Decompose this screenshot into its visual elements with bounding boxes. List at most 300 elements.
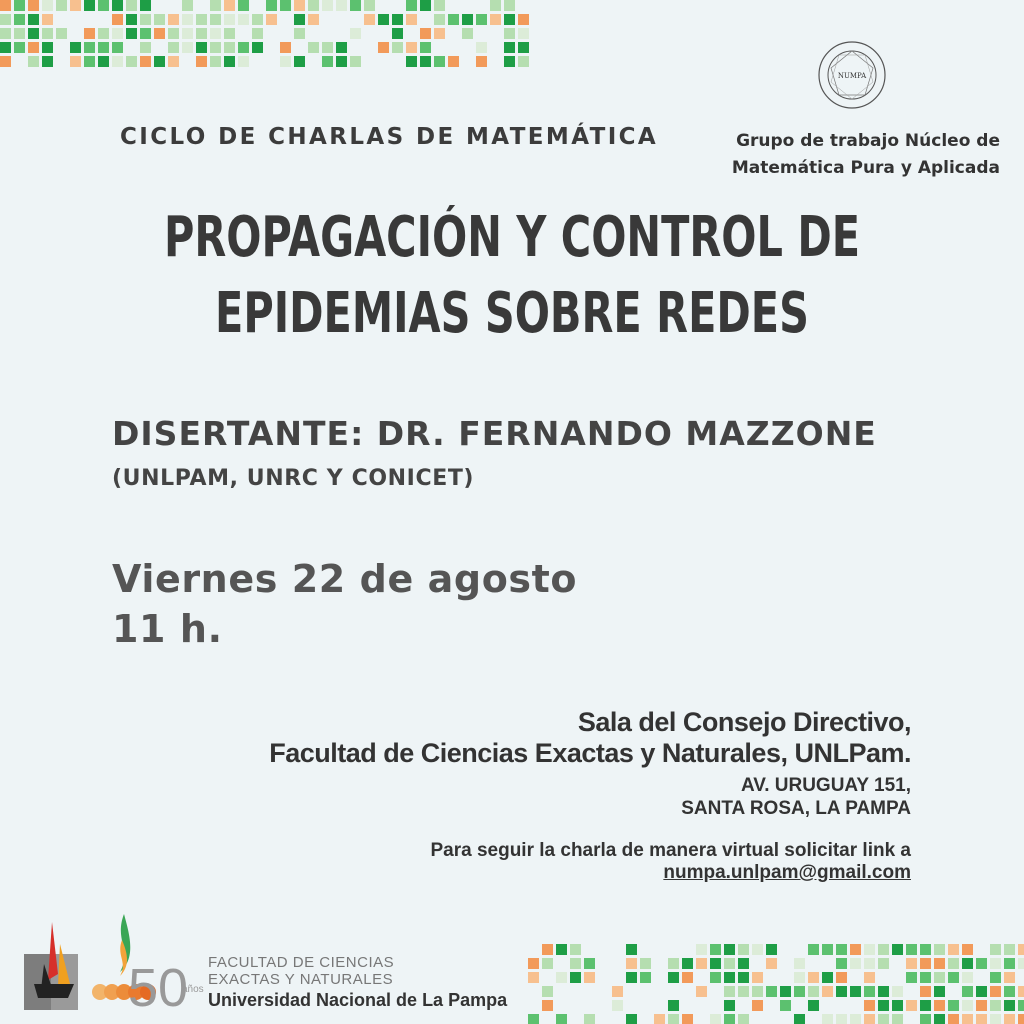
- mosaic-tile: [920, 986, 931, 997]
- mosaic-tile: [392, 42, 403, 53]
- mosaic-tile: [70, 0, 81, 11]
- mosaic-tile: [28, 42, 39, 53]
- mosaic-tile: [252, 28, 263, 39]
- mosaic-tile: [962, 958, 973, 969]
- mosaic-tile: [948, 1014, 959, 1024]
- mosaic-tile: [878, 986, 889, 997]
- mosaic-tile: [920, 944, 931, 955]
- mosaic-tile: [252, 42, 263, 53]
- virtual-instructions: Para seguir la charla de manera virtual solicitar link a: [430, 840, 911, 861]
- mosaic-tile: [294, 28, 305, 39]
- mosaic-tile: [934, 1000, 945, 1011]
- mosaic-tile: [0, 0, 11, 11]
- mosaic-tile: [864, 958, 875, 969]
- mosaic-tile: [1004, 1014, 1015, 1024]
- mosaic-tile: [808, 1000, 819, 1011]
- mosaic-tile: [154, 28, 165, 39]
- mosaic-tile: [14, 14, 25, 25]
- mosaic-tile: [518, 14, 529, 25]
- mosaic-tile: [140, 14, 151, 25]
- mosaic-tile: [490, 0, 501, 11]
- mosaic-tile: [710, 972, 721, 983]
- mosaic-tile: [280, 56, 291, 67]
- mosaic-tile: [238, 0, 249, 11]
- address-line-2: SANTA ROSA, LA PAMPA: [681, 798, 911, 819]
- mosaic-tile: [364, 14, 375, 25]
- mosaic-tile: [892, 986, 903, 997]
- mosaic-tile: [98, 42, 109, 53]
- mosaic-tile: [626, 1014, 637, 1024]
- mosaic-tile: [140, 28, 151, 39]
- mosaic-tile: [448, 14, 459, 25]
- mosaic-tile: [738, 972, 749, 983]
- mosaic-tile: [976, 1014, 987, 1024]
- mosaic-tile: [84, 28, 95, 39]
- mosaic-tile: [752, 972, 763, 983]
- mosaic-tile: [168, 42, 179, 53]
- mosaic-tile: [420, 42, 431, 53]
- mosaic-tile: [280, 42, 291, 53]
- series-title: CICLO DE CHARLAS DE MATEMÁTICA: [120, 124, 659, 150]
- mosaic-tile: [836, 972, 847, 983]
- mosaic-tile: [850, 944, 861, 955]
- mosaic-tile: [210, 42, 221, 53]
- mosaic-tile: [224, 42, 235, 53]
- mosaic-tile: [364, 0, 375, 11]
- mosaic-tile: [1018, 1000, 1024, 1011]
- mosaic-tile: [378, 42, 389, 53]
- mosaic-tile: [406, 14, 417, 25]
- mosaic-tile: [322, 42, 333, 53]
- address-line-1: AV. URUGUAY 151,: [740, 775, 911, 796]
- mosaic-tile: [294, 14, 305, 25]
- faculty-line-1: FACULTAD DE CIENCIAS: [208, 954, 395, 971]
- mosaic-tile: [668, 958, 679, 969]
- mosaic-tile: [70, 56, 81, 67]
- mosaic-tile: [238, 42, 249, 53]
- mosaic-tile: [434, 56, 445, 67]
- mosaic-tile: [696, 958, 707, 969]
- mosaic-tile: [724, 972, 735, 983]
- mosaic-tile: [962, 1000, 973, 1011]
- mosaic-tile: [112, 56, 123, 67]
- mosaic-tile: [518, 28, 529, 39]
- mosaic-tile: [654, 1014, 665, 1024]
- mosaic-tile: [836, 1014, 847, 1024]
- mosaic-tile: [406, 56, 417, 67]
- address: [681, 774, 911, 820]
- mosaic-tile: [990, 986, 1001, 997]
- mosaic-tile: [640, 958, 651, 969]
- talk-title-line-1: PROPAGACIÓN Y CONTROL DE: [163, 205, 861, 270]
- mosaic-tile: [154, 56, 165, 67]
- faculty-anniversary-logo: [90, 910, 208, 1010]
- mosaic-tile: [990, 972, 1001, 983]
- mosaic-tile: [224, 14, 235, 25]
- mosaic-tile: [476, 56, 487, 67]
- mosaic-tile: [822, 972, 833, 983]
- mosaic-tile: [920, 1014, 931, 1024]
- mosaic-tile: [556, 972, 567, 983]
- mosaic-tile: [434, 28, 445, 39]
- mosaic-tile: [210, 56, 221, 67]
- mosaic-tile: [336, 42, 347, 53]
- mosaic-tile: [112, 0, 123, 11]
- mosaic-tile: [504, 28, 515, 39]
- mosaic-tile: [626, 958, 637, 969]
- mosaic-tile: [56, 0, 67, 11]
- mosaic-tile: [392, 28, 403, 39]
- faculty-line-2: EXACTAS Y NATURALES: [208, 971, 394, 988]
- mosaic-tile: [710, 944, 721, 955]
- mosaic-tile: [1018, 986, 1024, 997]
- mosaic-tile: [350, 56, 361, 67]
- mosaic-tile: [0, 42, 11, 53]
- mosaic-tile: [738, 1014, 749, 1024]
- mosaic-tile: [28, 14, 39, 25]
- mosaic-tile: [392, 14, 403, 25]
- mosaic-tile: [182, 42, 193, 53]
- mosaic-tile: [98, 28, 109, 39]
- mosaic-tile: [878, 1000, 889, 1011]
- mosaic-tile: [56, 28, 67, 39]
- mosaic-tile: [542, 986, 553, 997]
- mosaic-tile: [476, 14, 487, 25]
- mosaic-tile: [126, 28, 137, 39]
- mosaic-tile: [962, 972, 973, 983]
- mosaic-tile: [528, 972, 539, 983]
- mosaic-tile: [962, 986, 973, 997]
- mosaic-tile: [42, 0, 53, 11]
- mosaic-tile: [836, 986, 847, 997]
- mosaic-tile: [42, 28, 53, 39]
- mosaic-tile: [892, 1014, 903, 1024]
- mosaic-tile: [920, 958, 931, 969]
- venue-line-2: Facultad de Ciencias Exactas y Naturales, UNLPam.: [269, 738, 911, 768]
- mosaic-tile: [780, 986, 791, 997]
- mosaic-tile: [864, 1000, 875, 1011]
- organizer-line-2: Matemática Pura y Aplicada: [731, 158, 1000, 178]
- mosaic-tile: [794, 986, 805, 997]
- mosaic-tile: [14, 28, 25, 39]
- mosaic-tile: [906, 944, 917, 955]
- mosaic-tile: [836, 958, 847, 969]
- mosaic-tile: [126, 0, 137, 11]
- mosaic-tile: [878, 944, 889, 955]
- mosaic-tile: [710, 958, 721, 969]
- mosaic-tile: [196, 28, 207, 39]
- mosaic-tile: [738, 944, 749, 955]
- speaker: DISERTANTE: DR. FERNANDO MAZZONE: [112, 414, 877, 453]
- mosaic-tile: [14, 42, 25, 53]
- mosaic-tile: [934, 972, 945, 983]
- mosaic-tile: [224, 0, 235, 11]
- mosaic-tile: [266, 0, 277, 11]
- organizer-line-1: Grupo de trabajo Núcleo de: [736, 131, 1000, 151]
- talk-title: [133, 200, 891, 352]
- mosaic-tile: [504, 56, 515, 67]
- mosaic-tile: [822, 1014, 833, 1024]
- mosaic-tile: [154, 14, 165, 25]
- mosaic-tile: [168, 28, 179, 39]
- mosaic-tile: [476, 42, 487, 53]
- mosaic-tile: [294, 0, 305, 11]
- mosaic-tile: [518, 56, 529, 67]
- mosaic-tile: [710, 1014, 721, 1024]
- venue: [269, 707, 911, 769]
- mosaic-tile: [934, 1014, 945, 1024]
- mosaic-tile: [112, 14, 123, 25]
- mosaic-tile: [850, 986, 861, 997]
- mosaic-tile: [462, 28, 473, 39]
- mosaic-tile: [70, 42, 81, 53]
- mosaic-tile: [822, 986, 833, 997]
- anniversary-number: 50: [128, 958, 189, 1010]
- mosaic-tile: [322, 56, 333, 67]
- mosaic-tile: [280, 0, 291, 11]
- mosaic-tile: [140, 56, 151, 67]
- mosaic-tile: [892, 1000, 903, 1011]
- mosaic-tile: [724, 958, 735, 969]
- mosaic-tile: [112, 42, 123, 53]
- mosaic-tile: [420, 28, 431, 39]
- mosaic-tile: [182, 28, 193, 39]
- mosaic-tile: [126, 14, 137, 25]
- mosaic-tile: [752, 944, 763, 955]
- mosaic-tile: [490, 14, 501, 25]
- mosaic-tile: [990, 1000, 1001, 1011]
- mosaic-tile: [542, 958, 553, 969]
- mosaic-tile: [976, 1000, 987, 1011]
- mosaic-tile: [948, 972, 959, 983]
- mosaic-tile: [542, 1000, 553, 1011]
- mosaic-tile: [696, 944, 707, 955]
- mosaic-tile: [682, 1014, 693, 1024]
- mosaic-tile: [504, 14, 515, 25]
- mosaic-tile: [126, 56, 137, 67]
- mosaic-tile: [504, 42, 515, 53]
- mosaic-tile: [738, 986, 749, 997]
- mosaic-tile: [878, 958, 889, 969]
- mosaic-tile: [724, 944, 735, 955]
- mosaic-tile: [752, 1000, 763, 1011]
- mosaic-tile: [406, 42, 417, 53]
- virtual-attendance: [430, 840, 911, 884]
- mosaic-tile: [794, 1014, 805, 1024]
- mosaic-tile: [308, 14, 319, 25]
- mosaic-tile: [542, 944, 553, 955]
- mosaic-tile: [28, 28, 39, 39]
- mosaic-tile: [1004, 1000, 1015, 1011]
- mosaic-tile: [934, 944, 945, 955]
- mosaic-tile: [864, 944, 875, 955]
- mosaic-tile: [210, 14, 221, 25]
- mosaic-tile: [766, 944, 777, 955]
- mosaic-tile: [976, 986, 987, 997]
- mosaic-tile: [948, 958, 959, 969]
- mosaic-tile: [168, 14, 179, 25]
- mosaic-tile: [196, 56, 207, 67]
- mosaic-tile: [14, 0, 25, 11]
- mosaic-tile: [168, 56, 179, 67]
- mosaic-tile: [434, 14, 445, 25]
- numpa-logo: [817, 40, 887, 110]
- mosaic-tile: [780, 1000, 791, 1011]
- mosaic-tile: [766, 958, 777, 969]
- mosaic-tile: [42, 42, 53, 53]
- mosaic-tile: [1004, 944, 1015, 955]
- mosaic-tile: [210, 28, 221, 39]
- mosaic-tile: [878, 1014, 889, 1024]
- mosaic-tile: [570, 944, 581, 955]
- mosaic-tile: [84, 56, 95, 67]
- mosaic-tile: [976, 958, 987, 969]
- mosaic-tile: [350, 0, 361, 11]
- mosaic-tile: [448, 56, 459, 67]
- mosaic-tile: [252, 14, 263, 25]
- mosaic-tile: [962, 944, 973, 955]
- contact-email-link[interactable]: numpa.unlpam@gmail.com: [663, 862, 911, 883]
- unlpam-emblem-logo: [24, 914, 80, 1010]
- mosaic-tile: [682, 958, 693, 969]
- mosaic-tile: [794, 958, 805, 969]
- mosaic-tile: [822, 944, 833, 955]
- mosaic-tile: [420, 56, 431, 67]
- mosaic-tile: [584, 1014, 595, 1024]
- mosaic-tile: [962, 1014, 973, 1024]
- mosaic-tile: [182, 14, 193, 25]
- mosaic-tile: [528, 1014, 539, 1024]
- mosaic-tile: [612, 986, 623, 997]
- mosaic-tile: [266, 14, 277, 25]
- anniversary-word: años: [182, 984, 204, 995]
- mosaic-tile: [1004, 972, 1015, 983]
- mosaic-tile: [724, 986, 735, 997]
- mosaic-tile: [738, 958, 749, 969]
- mosaic-tile: [752, 986, 763, 997]
- mosaic-tile: [336, 0, 347, 11]
- mosaic-tile: [238, 14, 249, 25]
- mosaic-tile: [668, 1000, 679, 1011]
- mosaic-tile: [98, 0, 109, 11]
- mosaic-tile: [1004, 958, 1015, 969]
- mosaic-tile: [84, 0, 95, 11]
- mosaic-tile: [406, 0, 417, 11]
- mosaic-tile: [112, 28, 123, 39]
- mosaic-tile: [990, 1014, 1001, 1024]
- mosaic-tile: [920, 972, 931, 983]
- speaker-affiliation: (UNLPAM, UNRC Y CONICET): [112, 466, 475, 491]
- mosaic-tile: [836, 944, 847, 955]
- mosaic-tile: [504, 0, 515, 11]
- mosaic-tile: [864, 986, 875, 997]
- mosaic-tile: [28, 0, 39, 11]
- numpa-logo-text: NUMPA: [837, 72, 867, 80]
- mosaic-tile: [350, 28, 361, 39]
- event-day: Viernes 22 de agosto: [112, 557, 578, 601]
- mosaic-tile: [990, 944, 1001, 955]
- mosaic-tile: [640, 972, 651, 983]
- mosaic-tile: [84, 42, 95, 53]
- talk-title-line-2: EPIDEMIAS SOBRE REDES: [215, 281, 809, 346]
- mosaic-tile: [336, 56, 347, 67]
- mosaic-tile: [892, 944, 903, 955]
- mosaic-tile: [948, 944, 959, 955]
- venue-line-1: Sala del Consejo Directivo,: [577, 707, 911, 737]
- mosaic-tile: [308, 42, 319, 53]
- mosaic-tile: [808, 986, 819, 997]
- mosaic-tile: [556, 944, 567, 955]
- mosaic-tile: [0, 14, 11, 25]
- mosaic-tile: [570, 958, 581, 969]
- mosaic-tile: [210, 0, 221, 11]
- mosaic-tile: [98, 56, 109, 67]
- mosaic-tile: [682, 972, 693, 983]
- mosaic-tile: [182, 0, 193, 11]
- mosaic-tile: [584, 958, 595, 969]
- organizer-group: [700, 128, 1000, 182]
- mosaic-tile: [1004, 986, 1015, 997]
- mosaic-tile: [224, 28, 235, 39]
- mosaic-tile: [1018, 1014, 1024, 1024]
- mosaic-tile: [434, 0, 445, 11]
- event-date: [112, 554, 577, 654]
- mosaic-tile: [668, 1014, 679, 1024]
- mosaic-tile: [1018, 944, 1024, 955]
- mosaic-tile: [934, 986, 945, 997]
- mosaic-tile: [612, 1000, 623, 1011]
- mosaic-tile: [322, 0, 333, 11]
- mosaic-tile: [906, 972, 917, 983]
- mosaic-tile: [934, 958, 945, 969]
- mosaic-tile: [906, 958, 917, 969]
- mosaic-tile: [42, 14, 53, 25]
- faculty-name: [208, 954, 394, 988]
- mosaic-tile: [920, 1000, 931, 1011]
- mosaic-tile: [864, 1014, 875, 1024]
- mosaic-tile: [906, 1000, 917, 1011]
- mosaic-tile: [556, 1014, 567, 1024]
- mosaic-tile: [28, 56, 39, 67]
- mosaic-tile: [462, 14, 473, 25]
- mosaic-tile: [570, 972, 581, 983]
- mosaic-tile: [808, 972, 819, 983]
- mosaic-tile: [0, 28, 11, 39]
- mosaic-tile: [948, 1000, 959, 1011]
- mosaic-tile: [626, 972, 637, 983]
- mosaic-tile: [0, 56, 11, 67]
- mosaic-tile: [378, 14, 389, 25]
- mosaic-tile: [626, 944, 637, 955]
- university-name: Universidad Nacional de La Pampa: [208, 990, 508, 1010]
- mosaic-tile: [224, 56, 235, 67]
- mosaic-tile: [140, 0, 151, 11]
- mosaic-tile: [850, 1014, 861, 1024]
- mosaic-tile: [528, 958, 539, 969]
- mosaic-tile: [308, 0, 319, 11]
- mosaic-tile: [724, 1000, 735, 1011]
- mosaic-tile: [196, 14, 207, 25]
- mosaic-tile: [42, 56, 53, 67]
- mosaic-tile: [294, 56, 305, 67]
- mosaic-tile: [808, 944, 819, 955]
- mosaic-tile: [990, 958, 1001, 969]
- mosaic-tile: [1018, 958, 1024, 969]
- mosaic-tile: [766, 986, 777, 997]
- mosaic-tile: [140, 42, 151, 53]
- mosaic-tile: [864, 972, 875, 983]
- mosaic-tile: [420, 0, 431, 11]
